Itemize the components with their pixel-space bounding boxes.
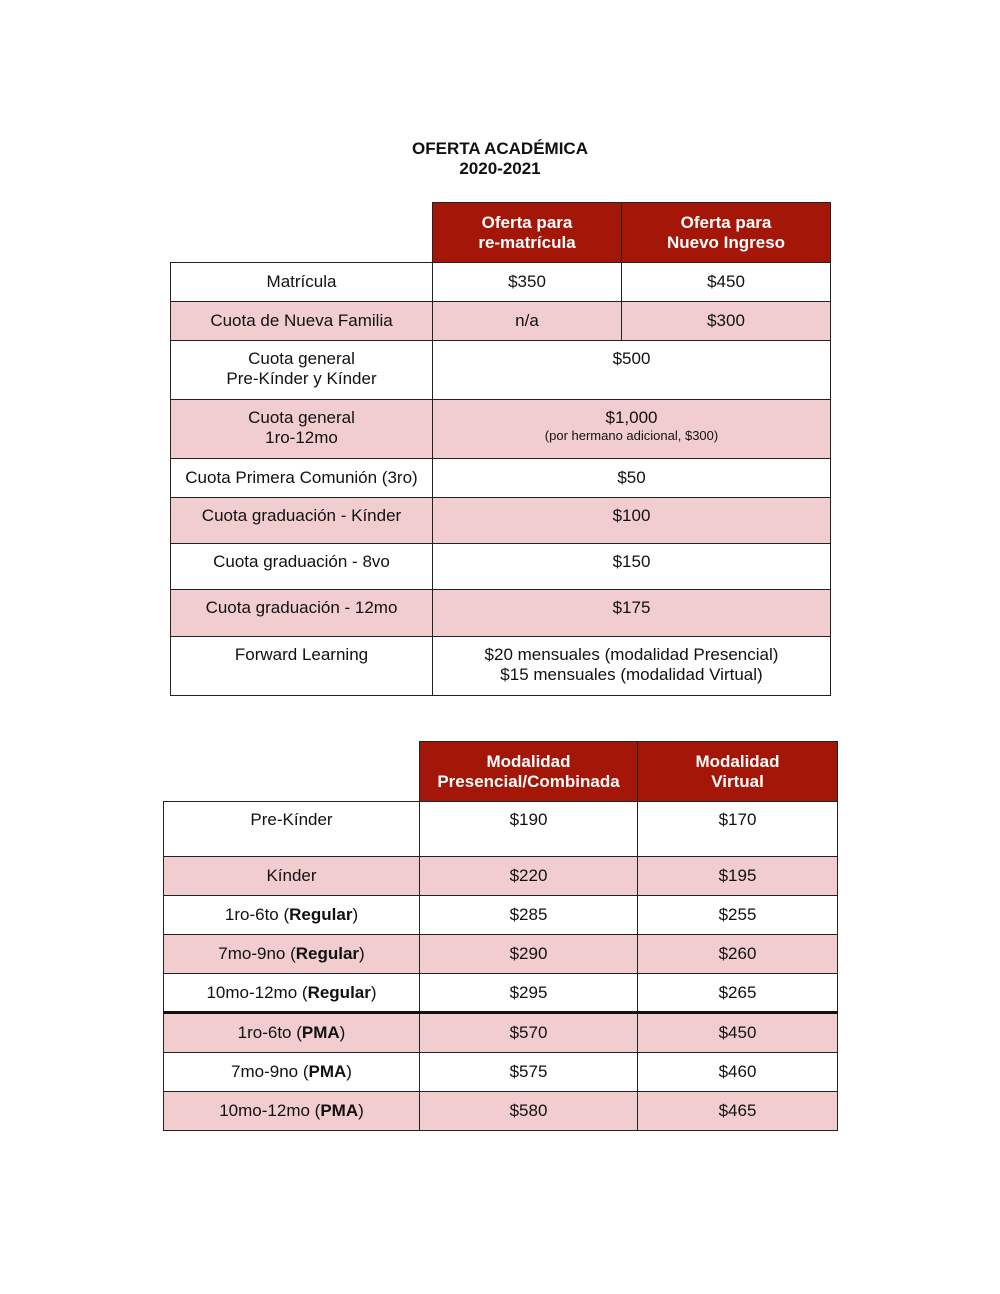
cell-value: $460 [638,1053,838,1092]
table-header-row [171,203,831,263]
row-label: 1ro-6to (Regular) [164,896,420,935]
row-label: Cuota general 1ro-12mo [171,400,433,459]
header-nuevo-ingreso: Oferta para Nuevo Ingreso [622,203,831,263]
header-rematricula: Oferta para re-matrícula [433,203,622,263]
table-row [171,400,831,459]
cell-value: $220 [420,857,638,896]
cell-value: $450 [622,263,831,302]
cell-value: $575 [420,1053,638,1092]
cell-value: $50 [433,459,831,498]
cell-value: $350 [433,263,622,302]
row-label: 7mo-9no (Regular) [164,935,420,974]
cell-value: $300 [622,302,831,341]
row-label: 7mo-9no (PMA) [164,1053,420,1092]
cell-value: $570 [420,1013,638,1053]
cell-value: $150 [433,544,831,590]
row-label: 1ro-6to (PMA) [164,1013,420,1053]
table-row [164,935,838,974]
cell-value: $265 [638,974,838,1013]
row-label: Cuota Primera Comunión (3ro) [171,459,433,498]
cell-value: $295 [420,974,638,1013]
cell-value: $175 [433,590,831,637]
row-label: Cuota graduación - 8vo [171,544,433,590]
table-header-row [164,742,838,802]
fees-table [170,202,831,696]
title-line-2: 2020-2021 [459,159,541,178]
cell-value: $255 [638,896,838,935]
title-line-1: OFERTA ACADÉMICA [412,139,588,158]
cell-note: (por hermano adicional, $300) [544,428,719,443]
cell-value: $260 [638,935,838,974]
header-virtual: Modalidad Virtual [638,742,838,802]
cell-value: $290 [420,935,638,974]
row-label: Kínder [164,857,420,896]
row-label: Cuota general Pre-Kínder y Kínder [171,341,433,400]
table-row [171,263,831,302]
monthly-fees-table [163,741,838,1131]
cell-value: $285 [420,896,638,935]
cell-value: n/a [433,302,622,341]
table-row [171,637,831,696]
cell-value: $20 mensuales (modalidad Presencial) $15 mensuales (modalidad Virtual) [433,637,831,696]
header-presencial: Modalidad Presencial/Combinada [420,742,638,802]
row-label: Pre-Kínder [164,802,420,857]
row-label: Matrícula [171,263,433,302]
row-label: 10mo-12mo (Regular) [164,974,420,1013]
cell-value: $170 [638,802,838,857]
table-row [164,974,838,1013]
cell-value: $190 [420,802,638,857]
document-title [0,139,1000,179]
cell-value: $580 [420,1092,638,1131]
table-row [171,498,831,544]
table-row [164,1013,838,1053]
row-label: Forward Learning [171,637,433,696]
row-label: Cuota graduación - 12mo [171,590,433,637]
row-label: Cuota graduación - Kínder [171,498,433,544]
row-label: Cuota de Nueva Familia [171,302,433,341]
cell-value: $1,000 (por hermano adicional, $300) [433,400,831,459]
table-row [164,1053,838,1092]
table-row [171,590,831,637]
table-row [171,341,831,400]
cell-value: $100 [433,498,831,544]
table-row [171,544,831,590]
table-row [171,459,831,498]
table-row [164,1092,838,1131]
table-row [171,302,831,341]
row-label: 10mo-12mo (PMA) [164,1092,420,1131]
table-row [164,802,838,857]
cell-value: $195 [638,857,838,896]
cell-value: $500 [433,341,831,400]
cell-value: $450 [638,1013,838,1053]
table-row [164,896,838,935]
table-row [164,857,838,896]
cell-value: $465 [638,1092,838,1131]
